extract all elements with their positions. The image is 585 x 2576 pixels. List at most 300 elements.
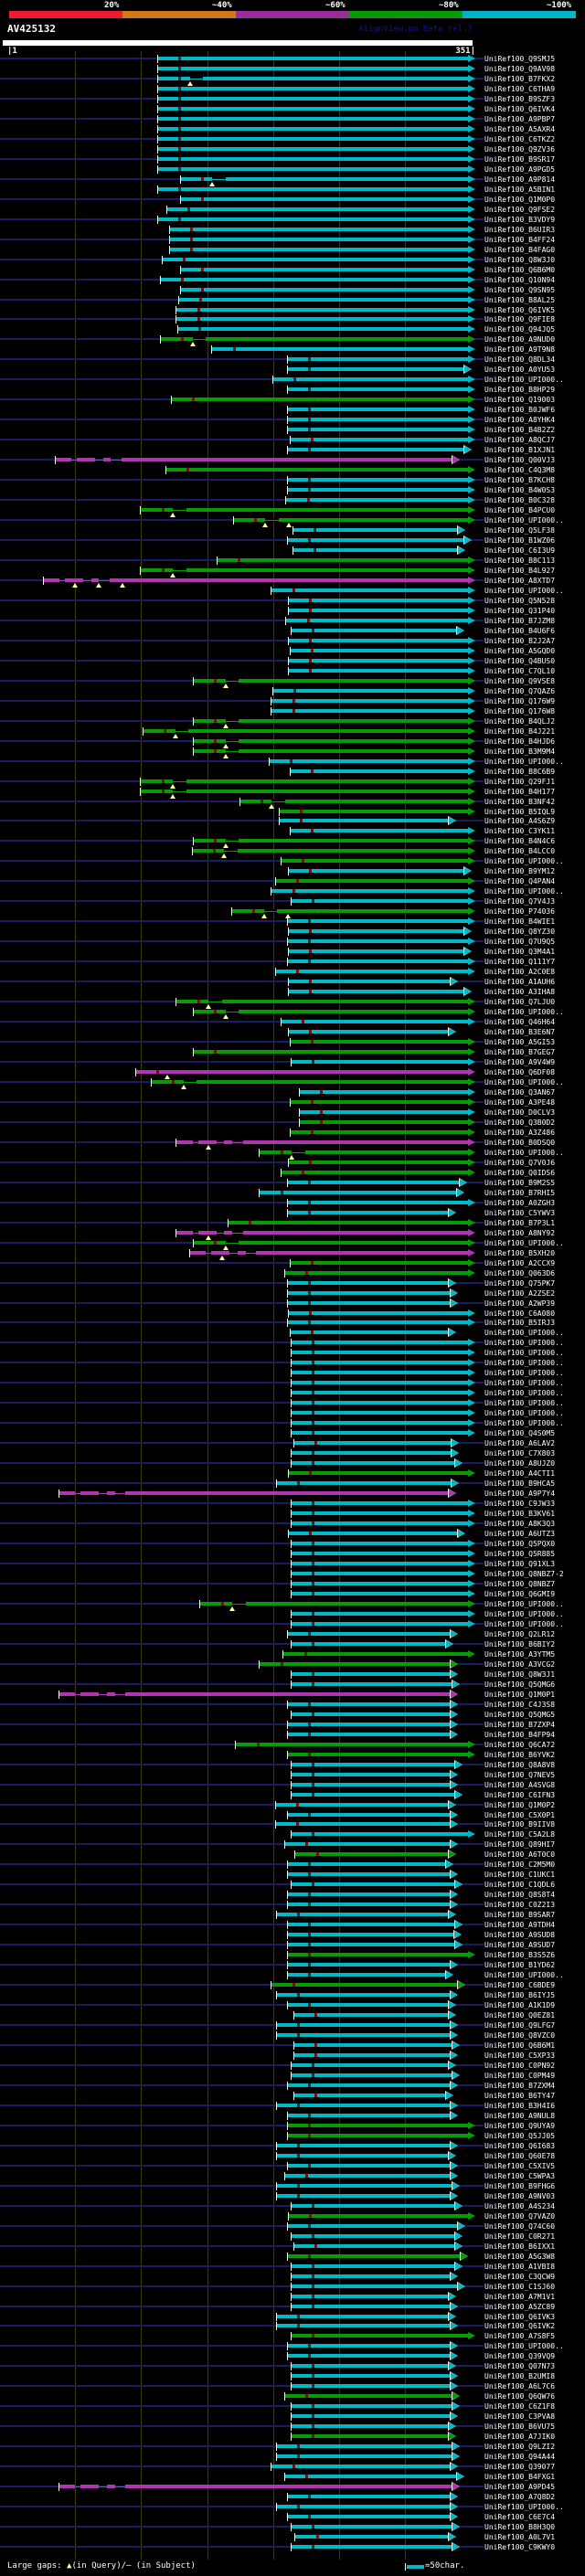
alignment-bar[interactable] xyxy=(288,478,468,482)
alignment-row[interactable] xyxy=(0,74,585,84)
alignment-bar[interactable] xyxy=(277,2454,452,2458)
alignment-bar[interactable] xyxy=(288,1813,451,1817)
alignment-bar[interactable] xyxy=(270,759,468,763)
alignment-bar[interactable] xyxy=(158,117,468,121)
alignment-row[interactable] xyxy=(0,1318,585,1328)
alignment-row[interactable] xyxy=(0,425,585,435)
subject-label[interactable]: UniRef100_Q7QAZ6 xyxy=(484,687,556,695)
subject-label[interactable]: UniRef100_B8C113 xyxy=(484,557,556,565)
subject-label[interactable]: UniRef100_B8HP29 xyxy=(484,386,556,394)
subject-label[interactable]: UniRef100_Q9ZV36 xyxy=(484,145,556,154)
alignment-row[interactable] xyxy=(0,114,585,124)
alignment-row[interactable] xyxy=(0,777,585,787)
alignment-row[interactable] xyxy=(0,465,585,475)
alignment-bar[interactable] xyxy=(289,609,468,612)
alignment-row[interactable] xyxy=(0,2272,585,2282)
alignment-bar[interactable] xyxy=(288,2354,451,2358)
alignment-row[interactable] xyxy=(0,1920,585,1930)
alignment-row[interactable] xyxy=(0,1940,585,1950)
subject-label[interactable]: UniRef100_B6IYJ5 xyxy=(484,1991,556,1999)
alignment-bar[interactable] xyxy=(158,187,468,191)
alignment-bar[interactable] xyxy=(158,137,468,141)
subject-label[interactable]: UniRef100_Q8NBZ7 xyxy=(484,1580,556,1588)
alignment-bar[interactable] xyxy=(271,889,468,893)
alignment-row[interactable] xyxy=(0,626,585,636)
alignment-row[interactable] xyxy=(0,1288,585,1299)
alignment-row[interactable] xyxy=(0,2542,585,2552)
subject-label[interactable]: UniRef100_C0Z2I3 xyxy=(484,1901,556,1909)
alignment-row[interactable] xyxy=(0,265,585,275)
subject-label[interactable]: UniRef100_B4PCU0 xyxy=(484,506,556,514)
alignment-bar[interactable] xyxy=(292,1582,468,1585)
alignment-bar[interactable] xyxy=(292,1501,468,1505)
subject-label[interactable]: UniRef100_A7Q8D2 xyxy=(484,2493,556,2501)
alignment-row[interactable] xyxy=(0,566,585,576)
alignment-bar[interactable] xyxy=(277,2444,452,2448)
alignment-bar[interactable] xyxy=(293,548,459,552)
subject-label[interactable]: UniRef100_Q176W9 xyxy=(484,697,556,705)
alignment-bar[interactable] xyxy=(288,488,468,492)
subject-label[interactable]: UniRef100_Q6GMI9 xyxy=(484,1590,556,1598)
alignment-bar[interactable] xyxy=(286,619,468,622)
alignment-bar[interactable] xyxy=(276,970,468,973)
alignment-bar[interactable] xyxy=(288,1753,468,1756)
alignment-row[interactable] xyxy=(0,2161,585,2171)
alignment-bar[interactable] xyxy=(122,458,453,461)
alignment-row[interactable] xyxy=(0,1629,585,1639)
alignment-bar[interactable] xyxy=(288,2495,451,2498)
alignment-bar[interactable] xyxy=(288,1953,468,1956)
subject-label[interactable]: UniRef100_C6THA9 xyxy=(484,85,556,93)
subject-label[interactable]: UniRef100_B9SR17 xyxy=(484,155,556,164)
subject-label[interactable]: UniRef100_A3VCG2 xyxy=(484,1660,556,1669)
subject-label[interactable]: UniRef100_Q91XL3 xyxy=(484,1560,556,1568)
alignment-bar[interactable] xyxy=(292,2384,450,2388)
alignment-row[interactable] xyxy=(0,846,585,856)
subject-label[interactable]: UniRef100_A9PBP7 xyxy=(484,115,556,123)
alignment-row[interactable] xyxy=(0,716,585,726)
subject-label[interactable]: UniRef100_A9NUL8 xyxy=(484,2112,556,2120)
subject-label[interactable]: UniRef100_Q8S8T4 xyxy=(484,1891,556,1899)
subject-label[interactable]: UniRef100_Q5QMG6 xyxy=(484,1680,556,1689)
alignment-bar[interactable] xyxy=(292,2525,452,2528)
subject-label[interactable]: UniRef100_Q9UYA9 xyxy=(484,2122,556,2130)
alignment-bar[interactable] xyxy=(229,1221,468,1224)
alignment-row[interactable] xyxy=(0,1860,585,1870)
alignment-bar[interactable] xyxy=(292,2374,450,2378)
alignment-bar[interactable] xyxy=(292,1682,452,1686)
alignment-row[interactable] xyxy=(0,2502,585,2512)
alignment-row[interactable] xyxy=(0,1950,585,1960)
alignment-bar[interactable] xyxy=(288,1181,460,1184)
subject-label[interactable]: UniRef100_A7M1V1 xyxy=(484,2293,556,2301)
alignment-bar[interactable] xyxy=(292,1882,455,1886)
alignment-bar[interactable] xyxy=(158,167,468,171)
alignment-row[interactable] xyxy=(0,2452,585,2462)
alignment-row[interactable] xyxy=(0,876,585,886)
alignment-bar[interactable] xyxy=(292,2073,452,2077)
subject-label[interactable]: UniRef100_Q6IVK2 xyxy=(484,2322,556,2330)
alignment-bar[interactable] xyxy=(256,1251,468,1255)
subject-label[interactable]: UniRef100_Q111Y7 xyxy=(484,958,556,966)
subject-label[interactable]: UniRef100_A4SVG8 xyxy=(484,1781,556,1789)
alignment-row[interactable] xyxy=(0,636,585,646)
alignment-bar[interactable] xyxy=(158,157,468,161)
alignment-row[interactable] xyxy=(0,1730,585,1740)
alignment-bar[interactable] xyxy=(176,317,468,321)
alignment-bar[interactable] xyxy=(161,337,468,341)
subject-label[interactable]: UniRef100_B4FF24 xyxy=(484,236,556,244)
subject-label[interactable]: UniRef100_A8NY92 xyxy=(484,1229,556,1237)
subject-label[interactable]: UniRef100_Q39VQ9 xyxy=(484,2352,556,2360)
alignment-bar[interactable] xyxy=(289,1311,468,1315)
alignment-row[interactable] xyxy=(0,2101,585,2111)
subject-label[interactable]: UniRef100_C5A2L8 xyxy=(484,1830,556,1839)
subject-label[interactable]: UniRef100_Q60E78 xyxy=(484,2152,556,2160)
alignment-bar[interactable] xyxy=(271,588,468,592)
alignment-row[interactable] xyxy=(0,1839,585,1850)
subject-label[interactable]: UniRef100_B6BIY2 xyxy=(484,1640,556,1648)
subject-label[interactable]: UniRef100_B7RHI5 xyxy=(484,1189,556,1197)
alignment-row[interactable] xyxy=(0,1870,585,1880)
alignment-row[interactable] xyxy=(0,987,585,997)
alignment-bar[interactable] xyxy=(288,367,465,371)
alignment-row[interactable] xyxy=(0,1358,585,1368)
subject-label[interactable]: UniRef100_A0L7V1 xyxy=(484,2533,556,2541)
alignment-bar[interactable] xyxy=(286,498,468,502)
alignment-bar[interactable] xyxy=(280,819,449,822)
subject-label[interactable]: UniRef100_Q6B6M0 xyxy=(484,266,556,274)
subject-label[interactable]: UniRef100_A6UTZ3 xyxy=(484,1530,556,1538)
alignment-bar[interactable] xyxy=(282,1020,468,1023)
subject-label[interactable]: UniRef100_B5IRJ3 xyxy=(484,1319,556,1327)
alignment-row[interactable] xyxy=(0,2010,585,2020)
alignment-bar[interactable] xyxy=(300,1110,468,1114)
alignment-row[interactable] xyxy=(0,726,585,737)
alignment-bar[interactable] xyxy=(125,2485,452,2488)
alignment-bar[interactable] xyxy=(166,468,468,472)
alignment-row[interactable] xyxy=(0,2302,585,2312)
alignment-bar[interactable] xyxy=(292,2545,452,2549)
alignment-row[interactable] xyxy=(0,2331,585,2341)
alignment-row[interactable] xyxy=(0,1097,585,1108)
alignment-row[interactable] xyxy=(0,967,585,977)
alignment-bar[interactable] xyxy=(292,1793,455,1797)
subject-label[interactable]: UniRef100_C0R271 xyxy=(484,2232,556,2241)
alignment-row[interactable] xyxy=(0,1760,585,1770)
alignment-row[interactable] xyxy=(0,2231,585,2242)
subject-label[interactable]: UniRef100_B4FAG0 xyxy=(484,246,556,254)
alignment-bar[interactable] xyxy=(280,810,468,813)
subject-label[interactable]: UniRef100_A9P7Y4 xyxy=(484,1489,556,1498)
subject-label[interactable]: UniRef100_B3E6N7 xyxy=(484,1028,556,1036)
subject-label[interactable]: UniRef100_B7FKX2 xyxy=(484,75,556,83)
subject-label[interactable]: UniRef100_A9SUD7 xyxy=(484,1941,556,1949)
subject-label[interactable]: UniRef100_UPI000.. xyxy=(484,2342,564,2350)
alignment-row[interactable] xyxy=(0,2081,585,2091)
subject-label[interactable]: UniRef100_UPI000.. xyxy=(484,516,564,525)
alignment-row[interactable] xyxy=(0,576,585,586)
alignment-row[interactable] xyxy=(0,2201,585,2211)
alignment-row[interactable] xyxy=(0,225,585,235)
alignment-row[interactable] xyxy=(0,385,585,395)
alignment-bar[interactable] xyxy=(292,1622,468,1626)
subject-label[interactable]: UniRef100_Q8A8V8 xyxy=(484,1761,556,1769)
alignment-row[interactable] xyxy=(0,205,585,215)
alignment-bar[interactable] xyxy=(277,2154,449,2157)
alignment-bar[interactable] xyxy=(292,1421,468,1425)
subject-label[interactable]: UniRef100_C7X803 xyxy=(484,1449,556,1458)
alignment-row[interactable] xyxy=(0,1479,585,1489)
alignment-bar[interactable] xyxy=(294,1441,452,1445)
subject-label[interactable]: UniRef100_A8YHK4 xyxy=(484,416,556,424)
alignment-row[interactable] xyxy=(0,334,585,345)
subject-label[interactable]: UniRef100_B4LCC0 xyxy=(484,847,556,855)
alignment-bar[interactable] xyxy=(271,699,468,703)
alignment-row[interactable] xyxy=(0,997,585,1007)
subject-label[interactable]: UniRef100_A9PD45 xyxy=(484,2483,556,2491)
alignment-row[interactable] xyxy=(0,1690,585,1700)
alignment-row[interactable] xyxy=(0,1740,585,1750)
subject-label[interactable]: UniRef100_Q0EZ81 xyxy=(484,2011,556,2019)
alignment-row[interactable] xyxy=(0,1348,585,1358)
subject-label[interactable]: UniRef100_A9NUD0 xyxy=(484,335,556,344)
alignment-row[interactable] xyxy=(0,355,585,365)
alignment-bar[interactable] xyxy=(292,1542,468,1545)
alignment-row[interactable] xyxy=(0,1780,585,1790)
alignment-bar[interactable] xyxy=(288,387,468,391)
alignment-row[interactable] xyxy=(0,1087,585,1097)
alignment-row[interactable] xyxy=(0,1559,585,1569)
alignment-bar[interactable] xyxy=(152,1080,468,1084)
alignment-row[interactable] xyxy=(0,134,585,144)
alignment-row[interactable] xyxy=(0,445,585,455)
alignment-bar[interactable] xyxy=(292,2295,449,2298)
alignment-bar[interactable] xyxy=(141,568,468,572)
alignment-bar[interactable] xyxy=(291,1130,468,1134)
alignment-bar[interactable] xyxy=(295,2535,449,2539)
subject-label[interactable]: UniRef100_Q1M0P1 xyxy=(484,1691,556,1699)
alignment-row[interactable] xyxy=(0,1017,585,1027)
alignment-row[interactable] xyxy=(0,2412,585,2422)
alignment-row[interactable] xyxy=(0,1328,585,1338)
alignment-bar[interactable] xyxy=(288,2114,451,2117)
subject-label[interactable]: UniRef100_B0C328 xyxy=(484,496,556,504)
alignment-bar[interactable] xyxy=(288,1211,449,1214)
alignment-row[interactable] xyxy=(0,1118,585,1128)
subject-label[interactable]: UniRef100_UPI000.. xyxy=(484,1399,564,1407)
alignment-bar[interactable] xyxy=(288,959,468,963)
alignment-row[interactable] xyxy=(0,535,585,546)
alignment-row[interactable] xyxy=(0,475,585,485)
alignment-bar[interactable] xyxy=(158,77,468,80)
alignment-bar[interactable] xyxy=(295,1852,449,1856)
alignment-bar[interactable] xyxy=(292,2334,468,2337)
alignment-bar[interactable] xyxy=(288,1872,451,1876)
alignment-row[interactable] xyxy=(0,1108,585,1118)
alignment-row[interactable] xyxy=(0,1027,585,1037)
subject-label[interactable]: UniRef100_C5XIV5 xyxy=(484,2162,556,2170)
subject-label[interactable]: UniRef100_Q8VZC0 xyxy=(484,2031,556,2040)
subject-label[interactable]: UniRef100_Q9AV98 xyxy=(484,65,556,73)
alignment-bar[interactable] xyxy=(292,2305,450,2308)
subject-label[interactable]: UniRef100_UPI000.. xyxy=(484,1008,564,1016)
subject-label[interactable]: UniRef100_A7S8F5 xyxy=(484,2332,556,2340)
alignment-row[interactable] xyxy=(0,2262,585,2272)
alignment-bar[interactable] xyxy=(288,2124,468,2127)
subject-label[interactable]: UniRef100_C9KWY0 xyxy=(484,2543,556,2551)
subject-label[interactable]: UniRef100_A5BIN1 xyxy=(484,186,556,194)
alignment-row[interactable] xyxy=(0,104,585,114)
subject-label[interactable]: UniRef100_B7ZXP4 xyxy=(484,1721,556,1729)
subject-label[interactable]: UniRef100_UPI000.. xyxy=(484,1239,564,1247)
alignment-bar[interactable] xyxy=(194,1050,468,1054)
alignment-row[interactable] xyxy=(0,866,585,876)
alignment-row[interactable] xyxy=(0,1178,585,1188)
alignment-row[interactable] xyxy=(0,2071,585,2081)
subject-label[interactable]: UniRef100_Q1M0P2 xyxy=(484,1801,556,1809)
subject-label[interactable]: UniRef100_A6L7C6 xyxy=(484,2382,556,2390)
alignment-row[interactable] xyxy=(0,164,585,175)
alignment-bar[interactable] xyxy=(277,2023,450,2027)
alignment-bar[interactable] xyxy=(292,1361,468,1364)
subject-label[interactable]: UniRef100_Q39077 xyxy=(484,2463,556,2471)
alignment-row[interactable] xyxy=(0,1278,585,1288)
alignment-bar[interactable] xyxy=(170,248,468,251)
alignment-bar[interactable] xyxy=(125,1692,450,1696)
alignment-bar[interactable] xyxy=(288,408,468,411)
alignment-bar[interactable] xyxy=(292,2234,455,2238)
alignment-bar[interactable] xyxy=(288,1943,455,1946)
subject-label[interactable]: UniRef100_C6E7C4 xyxy=(484,2513,556,2521)
alignment-row[interactable] xyxy=(0,2211,585,2221)
alignment-row[interactable] xyxy=(0,1138,585,1148)
alignment-bar[interactable] xyxy=(288,2254,461,2258)
alignment-bar[interactable] xyxy=(285,2394,452,2398)
subject-label[interactable]: UniRef100_UPI000.. xyxy=(484,1600,564,1608)
alignment-bar[interactable] xyxy=(288,1933,454,1936)
alignment-row[interactable] xyxy=(0,787,585,797)
subject-label[interactable]: UniRef100_A3YTM5 xyxy=(484,1650,556,1659)
alignment-row[interactable] xyxy=(0,896,585,906)
alignment-bar[interactable] xyxy=(288,1903,451,1906)
subject-label[interactable]: UniRef100_Q6IVK4 xyxy=(484,105,556,113)
subject-label[interactable]: UniRef100_B4L927 xyxy=(484,567,556,575)
subject-label[interactable]: UniRef100_Q063D6 xyxy=(484,1269,556,1277)
alignment-row[interactable] xyxy=(0,2361,585,2371)
alignment-row[interactable] xyxy=(0,1509,585,1519)
subject-label[interactable]: UniRef100_Q9LZI2 xyxy=(484,2443,556,2451)
alignment-row[interactable] xyxy=(0,375,585,385)
alignment-row[interactable] xyxy=(0,2472,585,2482)
alignment-row[interactable] xyxy=(0,1458,585,1468)
subject-label[interactable]: UniRef100_B2J2A7 xyxy=(484,637,556,645)
alignment-row[interactable] xyxy=(0,1990,585,2000)
subject-label[interactable]: UniRef100_UPI000.. xyxy=(484,1610,564,1618)
subject-label[interactable]: UniRef100_Q5PQX0 xyxy=(484,1540,556,1548)
alignment-bar[interactable] xyxy=(285,1271,468,1275)
alignment-row[interactable] xyxy=(0,767,585,777)
subject-label[interactable]: UniRef100_B3M9M4 xyxy=(484,747,556,756)
alignment-bar[interactable] xyxy=(289,1030,449,1034)
subject-label[interactable]: UniRef100_Q6IVK3 xyxy=(484,2313,556,2321)
subject-label[interactable]: UniRef100_Q7V4J3 xyxy=(484,897,556,906)
alignment-row[interactable] xyxy=(0,1619,585,1629)
subject-label[interactable]: UniRef100_B8C6B9 xyxy=(484,768,556,776)
subject-label[interactable]: UniRef100_A3Z486 xyxy=(484,1129,556,1137)
alignment-row[interactable] xyxy=(0,906,585,917)
alignment-row[interactable] xyxy=(0,295,585,305)
alignment-bar[interactable] xyxy=(288,2134,468,2137)
alignment-row[interactable] xyxy=(0,1057,585,1067)
alignment-row[interactable] xyxy=(0,2061,585,2071)
alignment-row[interactable] xyxy=(0,737,585,747)
alignment-row[interactable] xyxy=(0,255,585,265)
alignment-row[interactable] xyxy=(0,1398,585,1408)
subject-label[interactable]: UniRef100_B4J221 xyxy=(484,727,556,736)
subject-label[interactable]: UniRef100_Q6CA72 xyxy=(484,1741,556,1749)
alignment-row[interactable] xyxy=(0,1880,585,1890)
alignment-row[interactable] xyxy=(0,515,585,525)
subject-label[interactable]: UniRef100_Q9FSE2 xyxy=(484,206,556,214)
alignment-row[interactable] xyxy=(0,195,585,205)
subject-label[interactable]: UniRef100_A5GQD0 xyxy=(484,647,556,655)
subject-label[interactable]: UniRef100_B6YVK2 xyxy=(484,1751,556,1759)
subject-label[interactable]: UniRef100_UPI000.. xyxy=(484,1379,564,1387)
alignment-row[interactable] xyxy=(0,185,585,195)
subject-label[interactable]: UniRef100_B4H177 xyxy=(484,788,556,796)
alignment-row[interactable] xyxy=(0,1800,585,1810)
alignment-bar[interactable] xyxy=(289,929,464,933)
alignment-bar[interactable] xyxy=(288,538,465,542)
subject-label[interactable]: UniRef100_B9YM12 xyxy=(484,867,556,875)
subject-label[interactable]: UniRef100_C5WPA3 xyxy=(484,2172,556,2180)
alignment-bar[interactable] xyxy=(288,2515,451,2518)
alignment-row[interactable] xyxy=(0,616,585,626)
alignment-bar[interactable] xyxy=(292,1431,468,1435)
subject-label[interactable]: UniRef100_Q7NEV5 xyxy=(484,1771,556,1779)
subject-label[interactable]: UniRef100_A9NV03 xyxy=(484,2192,556,2200)
alignment-row[interactable] xyxy=(0,2111,585,2121)
alignment-bar[interactable] xyxy=(292,1341,468,1344)
alignment-row[interactable] xyxy=(0,797,585,807)
alignment-bar[interactable] xyxy=(218,558,468,562)
alignment-row[interactable] xyxy=(0,435,585,445)
alignment-row[interactable] xyxy=(0,1829,585,1839)
alignment-row[interactable] xyxy=(0,2381,585,2391)
alignment-bar[interactable] xyxy=(300,1120,468,1124)
alignment-bar[interactable] xyxy=(243,1231,468,1235)
alignment-bar[interactable] xyxy=(125,1491,449,1495)
alignment-bar[interactable] xyxy=(291,1040,468,1044)
subject-label[interactable]: UniRef100_C9JW33 xyxy=(484,1500,556,1508)
alignment-bar[interactable] xyxy=(181,197,468,201)
alignment-row[interactable] xyxy=(0,1428,585,1438)
alignment-bar[interactable] xyxy=(288,939,468,943)
alignment-bar[interactable] xyxy=(277,2144,450,2147)
subject-label[interactable]: UniRef100_B4W0S3 xyxy=(484,486,556,494)
subject-label[interactable]: UniRef100_Q75PK7 xyxy=(484,1279,556,1288)
subject-label[interactable]: UniRef100_UPI000.. xyxy=(484,1971,564,1979)
subject-label[interactable]: UniRef100_C3PVA8 xyxy=(484,2412,556,2421)
subject-label[interactable]: UniRef100_B9SAR7 xyxy=(484,1911,556,1919)
alignment-row[interactable] xyxy=(0,245,585,255)
alignment-row[interactable] xyxy=(0,175,585,185)
alignment-bar[interactable] xyxy=(294,2053,450,2057)
alignment-bar[interactable] xyxy=(288,1963,451,1966)
subject-label[interactable]: UniRef100_B8AL25 xyxy=(484,296,556,304)
alignment-row[interactable] xyxy=(0,1790,585,1800)
